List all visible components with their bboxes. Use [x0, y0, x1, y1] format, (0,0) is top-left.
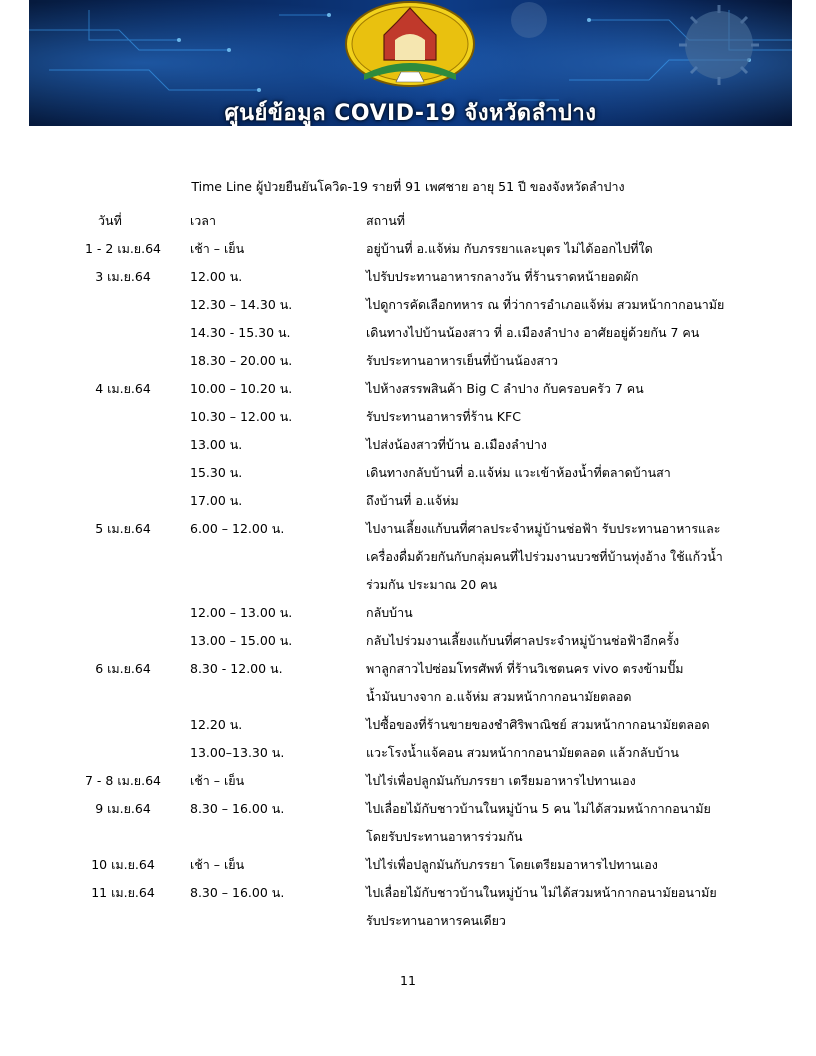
row-time: 13.00 – 15.00 น. [190, 633, 293, 648]
row-place: อยู่บ้านที่ อ.แจ้ห่ม กับภรรยาและบุตร ไม่ได้ออกไปที่ใด [366, 241, 653, 256]
row-time: 15.30 น. [190, 465, 243, 480]
row-time: 8.30 – 16.00 น. [190, 801, 285, 816]
row-date: 10 เม.ย.64 [91, 857, 155, 872]
row-date: 7 - 8 เม.ย.64 [84, 773, 162, 788]
row-date: 3 เม.ย.64 [95, 269, 151, 284]
row-time: 12.00 – 13.00 น. [190, 605, 293, 620]
row-place: ไปเลื่อยไม้กับชาวบ้านในหมู่บ้าน ไม่ได้สวมหน้ากากอนามัยอนามัย [366, 885, 717, 900]
row-time: 12.30 – 14.30 น. [190, 297, 293, 312]
row-place: ไปไร่เพื่อปลูกมันกับภรรยา เตรียมอาหารไปทานเอง [366, 773, 636, 788]
row-place: ถึงบ้านที่ อ.แจ้ห่ม [366, 493, 459, 508]
page-number: 11 [400, 973, 416, 988]
virus-icon [679, 5, 759, 85]
row-time: 6.00 – 12.00 น. [190, 521, 285, 536]
row-place: กลับไปร่วมงานเลี้ยงแก้บนที่ศาลประจำหมู่บ้านช่อฟ้าอีกครั้ง [366, 633, 680, 648]
row-place: ไปซื้อของที่ร้านขายของชำศิริพาณิชย์ สวมหน้ากากอนามัยตลอด [366, 717, 710, 732]
virus-icon [511, 2, 547, 38]
row-time: 12.20 น. [190, 717, 243, 732]
column-header-date: วันที่ [98, 213, 122, 228]
row-time: เช้า – เย็น [190, 241, 245, 256]
row-place: แวะโรงน้ำแจ้คอน สวมหน้ากากอนามัยตลอด แล้วกลับบ้าน [366, 745, 679, 760]
row-place: ไปห้างสรรพสินค้า Big C ลำปาง กับครอบครัว 7 คน [366, 381, 644, 396]
row-time: เช้า – เย็น [190, 773, 245, 788]
row-time: เช้า – เย็น [190, 857, 245, 872]
row-place: เดินทางไปบ้านน้องสาว ที่ อ.เมืองลำปาง อาศัยอยู่ด้วยกัน 7 คน [366, 325, 700, 340]
row-place: รับประทานอาหารที่ร้าน KFC [366, 409, 521, 424]
row-place: ไปดูการคัดเลือกทหาร ณ ที่ว่าการอำเภอแจ้ห่ม สวมหน้ากากอนามัย [366, 297, 725, 312]
row-date: 4 เม.ย.64 [95, 381, 151, 396]
row-place: ไปรับประทานอาหารกลางวัน ที่ร้านราดหน้ายอดผัก [366, 269, 639, 284]
row-time: 17.00 น. [190, 493, 243, 508]
row-place: เครื่องดื่มด้วยกันกับกลุ่มคนที่ไปร่วมงานบวชที่บ้านทุ่งอ้าง ใช้แก้วน้ำ [366, 549, 723, 564]
row-place: พาลูกสาวไปซ่อมโทรศัพท์ ที่ร้านวิเชตนคร vivo ตรงข้ามปั๊ม [366, 661, 684, 676]
province-seal-icon [346, 2, 474, 86]
row-date: 1 - 2 เม.ย.64 [84, 241, 162, 256]
column-header-place: สถานที่ [366, 213, 406, 228]
row-place: รับประทานอาหารคนเดียว [366, 913, 506, 928]
row-place: ไปส่งน้องสาวที่บ้าน อ.เมืองลำปาง [366, 437, 547, 452]
row-place: ไปงานเลี้ยงแก้บนที่ศาลประจำหมู่บ้านช่อฟ้า รับประทานอาหารและ [366, 521, 721, 536]
row-time: 13.00 น. [190, 437, 243, 452]
document-title: Time Line ผู้ป่วยยืนยันโควิด-19 รายที่ 91 เพศชาย อายุ 51 ปี ของจังหวัดลำปาง [191, 179, 625, 194]
banner-title: ศูนย์ข้อมูล COVID-19 จังหวัดลำปาง [224, 101, 597, 126]
row-time: 14.30 - 15.30 น. [190, 325, 291, 340]
row-date: 6 เม.ย.64 [95, 661, 151, 676]
row-place: กลับบ้าน [366, 605, 413, 620]
header-banner [29, 0, 792, 126]
row-time: 8.30 – 16.00 น. [190, 885, 285, 900]
row-date: 11 เม.ย.64 [91, 885, 155, 900]
row-place: ร่วมกัน ประมาณ 20 คน [366, 577, 498, 592]
row-place: เดินทางกลับบ้านที่ อ.แจ้ห่ม แวะเข้าห้องน้ำที่ตลาดบ้านสา [366, 465, 671, 480]
column-header-time: เวลา [190, 213, 216, 228]
row-place: น้ำมันบางจาก อ.แจ้ห่ม สวมหน้ากากอนามัยตลอด [366, 689, 632, 704]
row-time: 12.00 น. [190, 269, 243, 284]
row-place: โดยรับประทานอาหารร่วมกัน [366, 829, 523, 844]
row-place: รับประทานอาหารเย็นที่บ้านน้องสาว [366, 353, 559, 368]
row-time: 13.00–13.30 น. [190, 745, 285, 760]
row-time: 10.30 – 12.00 น. [190, 409, 293, 424]
row-time: 8.30 - 12.00 น. [190, 661, 283, 676]
row-date: 5 เม.ย.64 [95, 521, 151, 536]
row-place: ไปเลื่อยไม้กับชาวบ้านในหมู่บ้าน 5 คน ไม่ได้สวมหน้ากากอนามัย [366, 801, 711, 816]
row-time: 18.30 – 20.00 น. [190, 353, 293, 368]
row-time: 10.00 – 10.20 น. [190, 381, 293, 396]
row-date: 9 เม.ย.64 [95, 801, 151, 816]
row-place: ไปไร่เพื่อปลูกมันกับภรรยา โดยเตรียมอาหารไปทานเอง [366, 857, 658, 872]
